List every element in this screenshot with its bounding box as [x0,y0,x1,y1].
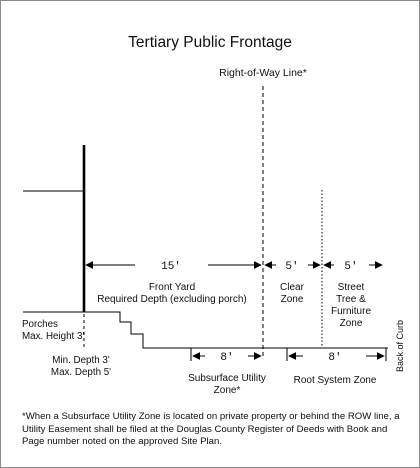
porch-max-depth: Max. Depth 5' [50,367,112,378]
street-tree-label-3: Furniture [330,306,372,317]
tree-zone-dimension: 5′ [344,261,358,273]
footnote: *When a Subsurface Utility Zone is located on private property or behind the ROW line, a Utility Easement shall be filed at the Douglas County Register of Deeds with Book and Page number noted on the approved Site Plan. [22,411,400,448]
subsurface-zone-sublabel: Zone* [213,385,241,396]
street-tree-label-2: Tree & [336,294,366,305]
clear-zone-label: Clear [280,282,304,293]
root-system-zone-label: Root System Zone [293,375,377,386]
porches-label: Porches [22,319,58,330]
porch-min-depth: Min. Depth 3' [52,355,110,366]
subsurface-zone-label: Subsurface Utility [188,373,266,384]
street-tree-label-1: Street [337,282,365,293]
diagram-title: Tertiary Public Frontage [128,34,292,51]
row-line-label: Right-of-Way Line* [219,67,307,79]
root-zone-dimension: 8′ [328,352,342,364]
ground-profile [23,312,388,348]
front-yard-sublabel: Required Depth (excluding porch) [97,294,247,305]
back-of-curb-label: Back of Curb [395,319,405,372]
front-yard-label: Front Yard [148,282,196,293]
street-tree-label-4: Zone [339,318,363,329]
subsurface-dimension: 8′ [220,352,234,364]
clear-zone-sublabel: Zone [280,294,304,305]
clear-zone-dimension: 5′ [285,261,299,273]
porches-height-label: Max. Height 3' [22,331,85,342]
front-yard-dimension: 15′ [161,261,181,273]
